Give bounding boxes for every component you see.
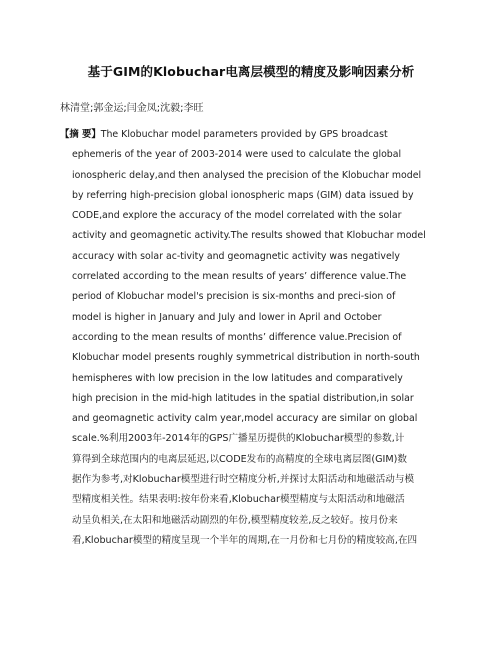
abstract-line-text: The Klobuchar model parameters provided by GPS broadcast: [100, 129, 388, 140]
abstract-line: 动呈负相关,在太阳和地磁活动剧烈的年份,模型精度较差,反之较好。按月份来: [72, 514, 398, 526]
abstract-line: period of Klobuchar model's precision is six-months and preci-sion of: [72, 291, 396, 303]
abstract-line: high precision in the mid-high latitudes in the spatial distribution,in solar: [72, 392, 414, 404]
abstract-line: accuracy with solar ac-tivity and geomagnetic activity was negatively: [72, 250, 400, 262]
abstract-line: [60, 125, 442, 145]
abstract-line: model is higher in January and July and lower in April and October: [72, 311, 382, 323]
abstract-line: correlated according to the mean results of years’ difference value.The: [72, 271, 407, 283]
paper-title: 基于GIM的Klobuchar电离层模型的精度及影响因素分析: [87, 64, 415, 79]
author-list: 林清堂;郭金运;闫金凤;沈毅;李旺: [60, 103, 204, 114]
abstract-line: 型精度相关性。结果表明:按年份来看,Klobuchar模型精度与太阳活动和地磁活: [72, 494, 405, 506]
abstract-line: activity and geomagnetic activity.The results showed that Klobuchar model: [72, 230, 426, 242]
abstract-line: ionospheric delay,and then analysed the precision of the Klobuchar model: [72, 169, 422, 181]
abstract-line: by referring high-precision global ionospheric maps (GIM) data issued by: [72, 189, 414, 201]
abstract-block: [60, 125, 442, 551]
abstract-line: CODE,and explore the accuracy of the model correlated with the solar: [72, 210, 402, 222]
abstract-line: scale.%利用2003年-2014年的GPS广播星历提供的Klobuchar模型的参数,计: [72, 433, 405, 445]
abstract-line: Klobuchar model presents roughly symmetrical distribution in north-south: [72, 352, 420, 364]
abstract-line: 算得到全球范围内的电离层延迟,以CODE发布的高精度的全球电离层图(GIM)数: [72, 453, 407, 465]
abstract-line: 看,Klobuchar模型的精度呈现一个半年的周期,在一月份和七月份的精度较高,在四: [72, 534, 418, 546]
abstract-line: 据作为参考,对Klobuchar模型进行时空精度分析,并探讨太阳活动和地磁活动与模: [72, 474, 415, 486]
abstract-line: according to the mean results of months’ difference value.Precision of: [72, 331, 402, 343]
abstract-label: 【摘 要】: [60, 129, 101, 140]
abstract-line: ephemeris of the year of 2003-2014 were used to calculate the global: [72, 149, 402, 161]
abstract-line: and geomagnetic activity calm year,model accuracy are similar on global: [72, 413, 418, 425]
abstract-line: hemispheres with low precision in the low latitudes and comparatively: [72, 372, 403, 384]
